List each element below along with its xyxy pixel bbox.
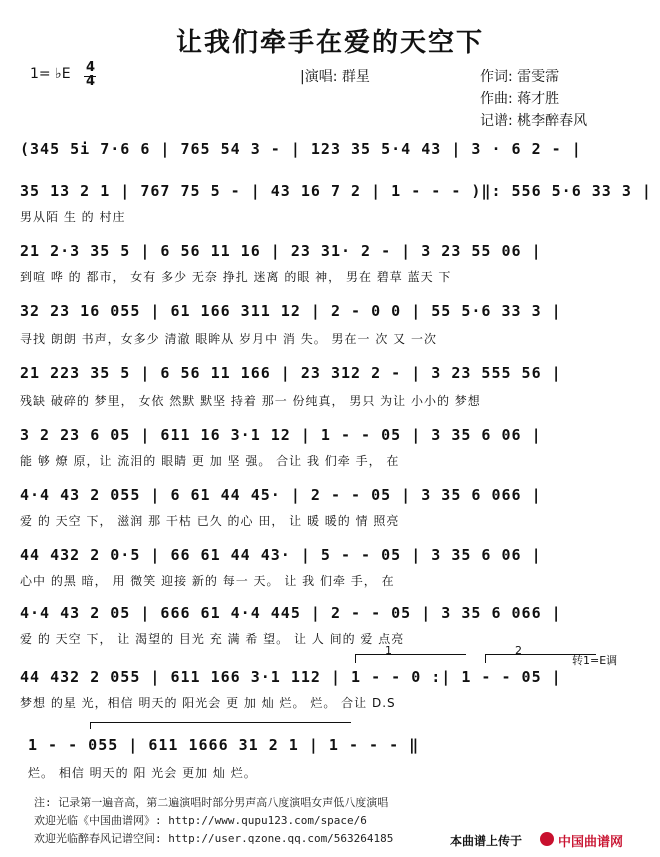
time-signature-bottom: 4 [86, 74, 96, 89]
score-row-3-lyrics: 到喧 哗 的 都市， 女有 多少 无奈 挣扎 迷离 的眼 神， 男在 碧草 蓝天 下 [20, 270, 452, 284]
key-signature: 1= ♭E [30, 66, 71, 82]
score-row-10-notes: 44 432 2 055 | 611 166 3·1 112 | 1 - - 0 :| 1 - - 05 | [20, 668, 562, 686]
score-row-9-notes: 4·4 43 2 05 | 666 61 4·4 445 | 2 - - 05 | 3 35 6 066 | [20, 604, 562, 622]
song-title: 让我们牵手在爱的天空下 [175, 28, 484, 58]
time-signature-top: 4 [86, 60, 96, 75]
volta-bracket-1 [355, 654, 466, 663]
score-row-1-notes: (345 5i 7·6 6 | 765 54 3 - | 123 35 5·4 43 | 3 · 6 2 - | [20, 140, 582, 158]
score-row-2-notes: 35 13 2 1 | 767 75 5 - | 43 16 7 2 | 1 - - - )‖: 556 5·6 33 3 | [20, 182, 652, 200]
score-row-7-notes: 4·4 43 2 055 | 6 61 44 45· | 2 - - 05 | 3 35 6 066 | [20, 486, 542, 504]
lyricist-credit: 作词: 雷雯霈 [480, 69, 560, 85]
composer-credit: 作曲: 蒋才胜 [480, 91, 560, 107]
score-row-5-lyrics: 残缺 破碎的 梦里， 女依 然默 默坚 持着 那一 份纯真， 男只 为让 小小的 梦想 [20, 394, 481, 408]
score-row-5-notes: 21 223 35 5 | 6 56 11 166 | 23 312 2 - | 3 23 555 56 | [20, 364, 562, 382]
score-row-10-lyrics: 梦想 的星 光，相信 明天的 阳光会 更 加 灿 烂。 烂。 合让 D.S [20, 696, 396, 710]
transcriber-credit: 记谱: 桃李醉春风 [480, 113, 588, 129]
score-row-8-notes: 44 432 2 0·5 | 66 61 44 43· | 5 - - 05 | 3 35 6 06 | [20, 546, 542, 564]
volta-2-label: 2 [515, 644, 522, 657]
score-row-6-lyrics: 能 够 燎 原，让 流泪的 眼睛 更 加 坚 强。 合让 我 们牵 手， 在 [20, 454, 400, 468]
site-logo-text: 中国曲谱网 [558, 835, 624, 850]
upload-label: 本曲谱上传于 [450, 834, 523, 848]
score-row-2-lyrics: 男从陌 生 的 村庄 [20, 210, 126, 224]
score-row-4-notes: 32 23 16 055 | 61 166 311 12 | 2 - 0 0 | 55 5·6 33 3 | [20, 302, 562, 320]
score-row-3-notes: 21 2·3 35 5 | 6 56 11 16 | 23 31· 2 - | 3 23 55 06 | [20, 242, 542, 260]
score-row-11-lyrics: 烂。 相信 明天的 阳 光会 更加 灿 烂。 [28, 766, 257, 780]
singer-credit: |演唱: 群星 [300, 69, 370, 85]
volta-1-label: 1 [385, 644, 392, 657]
score-row-9-lyrics: 爱 的 天空 下， 让 渴望的 目光 充 满 希 望。 让 人 间的 爱 点亮 [20, 632, 405, 646]
return-bracket [90, 722, 351, 729]
score-row-6-notes: 3 2 23 6 05 | 611 16 3·1 12 | 1 - - 05 | 3 35 6 06 | [20, 426, 542, 444]
modulation-note: 转1=E调 [572, 654, 618, 667]
logo-icon [540, 832, 554, 846]
welcome-line-1: 欢迎光临《中国曲谱网》: http://www.qupu123.com/space/6 [34, 814, 367, 827]
score-row-7-lyrics: 爱 的 天空 下， 滋润 那 干枯 已久 的心 田， 让 暖 暖的 情 照亮 [20, 514, 400, 528]
welcome-line-2: 欢迎光临醉春风记谱空间: http://user.qzone.qq.com/563264185 [34, 832, 394, 845]
score-row-4-lyrics: 寻找 朗朗 书声，女多少 清澈 眼眸从 岁月中 消 失。 男在一 次 又 一次 [20, 332, 437, 346]
score-row-11-notes: 1 - - 055 | 611 1666 31 2 1 | 1 - - - ‖ [28, 736, 420, 754]
score-row-8-lyrics: 心中 的黑 暗， 用 微笑 迎接 新的 每一 天。 让 我 们牵 手， 在 [20, 574, 395, 588]
footnote: 注: 记录第一遍音高，第二遍演唱时部分男声高八度演唱女声低八度演唱 [34, 796, 389, 809]
site-logo[interactable] [558, 831, 623, 850]
